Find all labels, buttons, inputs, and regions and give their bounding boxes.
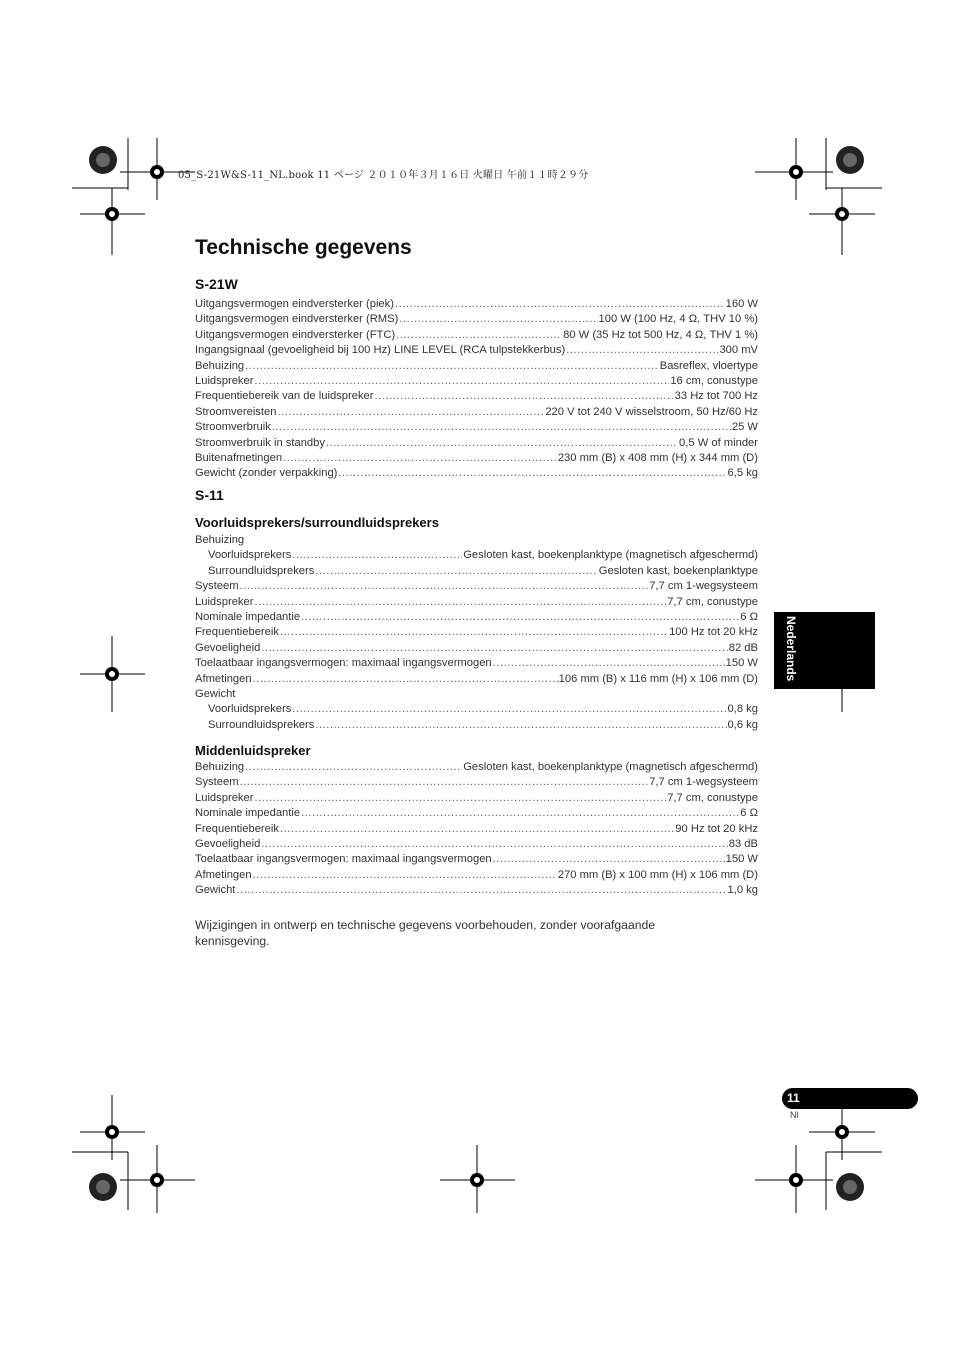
language-code: Nl: [790, 1110, 799, 1120]
spec-row: Buitenafmetingen ..... 230 mm (B) x 408 mm (H) x 344 mm (D): [195, 451, 758, 466]
spec-row: Gevoeligheid ..... 82 dB: [195, 641, 758, 656]
weight-label: Gewicht: [195, 687, 236, 700]
spec-row: Uitgangsvermogen eindversterker (piek) ..... 160 W: [195, 297, 758, 312]
book-header-line: 05_S-21W&S-11_NL.book 11 ページ ２０１０年３月１６日 火曜日 午前１１時２９分: [178, 170, 589, 181]
spec-row: Luidspreker ..... 7,7 cm, conustype: [195, 595, 758, 610]
spec-row: Toelaatbaar ingangsvermogen: maximaal ingangsvermogen ..... 150 W: [195, 852, 758, 867]
spec-row: Stroomverbruik ..... 25 W: [195, 420, 758, 435]
spec-row: Toelaatbaar ingangsvermogen: maximaal ingangsvermogen ..... 150 W: [195, 656, 758, 671]
spec-row: Luidspreker ..... 16 cm, conustype: [195, 374, 758, 389]
spec-row: Luidspreker ..... 7,7 cm, conustype: [195, 791, 758, 806]
page-title: Technische gegevens: [195, 236, 412, 259]
spec-row: Surroundluidsprekers ..... Gesloten kast, boekenplanktype: [195, 564, 758, 579]
spec-row: Gevoeligheid ..... 83 dB: [195, 837, 758, 852]
spec-row: Behuizing ..... Gesloten kast, boekenplanktype (magnetisch afgeschermd): [195, 760, 758, 775]
spec-row: Surroundluidsprekers ..... 0,6 kg: [195, 718, 758, 733]
spec-row: Systeem ..... 7,7 cm 1-wegsysteem: [195, 775, 758, 790]
spec-row: Uitgangsvermogen eindversterker (FTC) ..... 80 W (35 Hz tot 500 Hz, 4 Ω, THV 1 %): [195, 328, 758, 343]
spec-row: Voorluidsprekers ..... 0,8 kg: [195, 702, 758, 717]
center-speaker-subheading: Middenluidspreker: [195, 743, 311, 758]
spec-row: Behuizing ..... Basreflex, vloertype: [195, 359, 758, 374]
spec-row: Afmetingen ..... 106 mm (B) x 116 mm (H) x 106 mm (D): [195, 672, 758, 687]
spec-row: Frequentiebereik ..... 90 Hz tot 20 kHz: [195, 822, 758, 837]
center-speaker-spec-list: [195, 760, 758, 899]
housing-label: Behuizing: [195, 534, 245, 546]
spec-row: Voorluidsprekers ..... Gesloten kast, boekenplanktype (magnetisch afgeschermd): [195, 548, 758, 563]
spec-row: Systeem ..... 7,7 cm 1-wegsysteem: [195, 579, 758, 594]
spec-row: Afmetingen ..... 270 mm (B) x 100 mm (H) x 106 mm (D): [195, 868, 758, 883]
front-surround-spec-list: [195, 533, 758, 733]
front-surround-subheading: Voorluidsprekers/surroundluidsprekers: [195, 515, 439, 530]
spec-row: Frequentiebereik van de luidspreker ..... 33 Hz tot 700 Hz: [195, 389, 758, 404]
spec-row: Nominale impedantie ..... 6 Ω: [195, 806, 758, 821]
page-number: 11: [787, 1091, 800, 1105]
spec-row: Nominale impedantie ..... 6 Ω: [195, 610, 758, 625]
spec-row: Uitgangsvermogen eindversterker (RMS) ..... 100 W (100 Hz, 4 Ω, THV 10 %): [195, 312, 758, 327]
language-tab-label: Nederlands: [784, 616, 798, 682]
language-side-tab: [774, 612, 875, 689]
spec-row: Gewicht (zonder verpakking) ..... 6,5 kg: [195, 466, 758, 481]
spec-row: Stroomvereisten ..... 220 V tot 240 V wisselstroom, 50 Hz/60 Hz: [195, 405, 758, 420]
spec-row: Gewicht ..... 1,0 kg: [195, 883, 758, 898]
page-number-badge: [782, 1088, 918, 1109]
s11-heading: S-11: [195, 487, 224, 503]
spec-row: Stroomverbruik in standby ..... 0,5 W of minder: [195, 436, 758, 451]
spec-row: Frequentiebereik ..... 100 Hz tot 20 kHz: [195, 625, 758, 640]
change-notice: Wijzigingen in ontwerp en technische gegevens voorbehouden, zonder voorafgaande kennisgeving.: [195, 918, 656, 948]
s21w-heading: S-21W: [195, 276, 238, 292]
s21w-spec-list: [195, 297, 758, 482]
spec-row: Ingangsignaal (gevoeligheid bij 100 Hz) LINE LEVEL (RCA tulpstekkerbus) ..... 300 mV: [195, 343, 758, 358]
